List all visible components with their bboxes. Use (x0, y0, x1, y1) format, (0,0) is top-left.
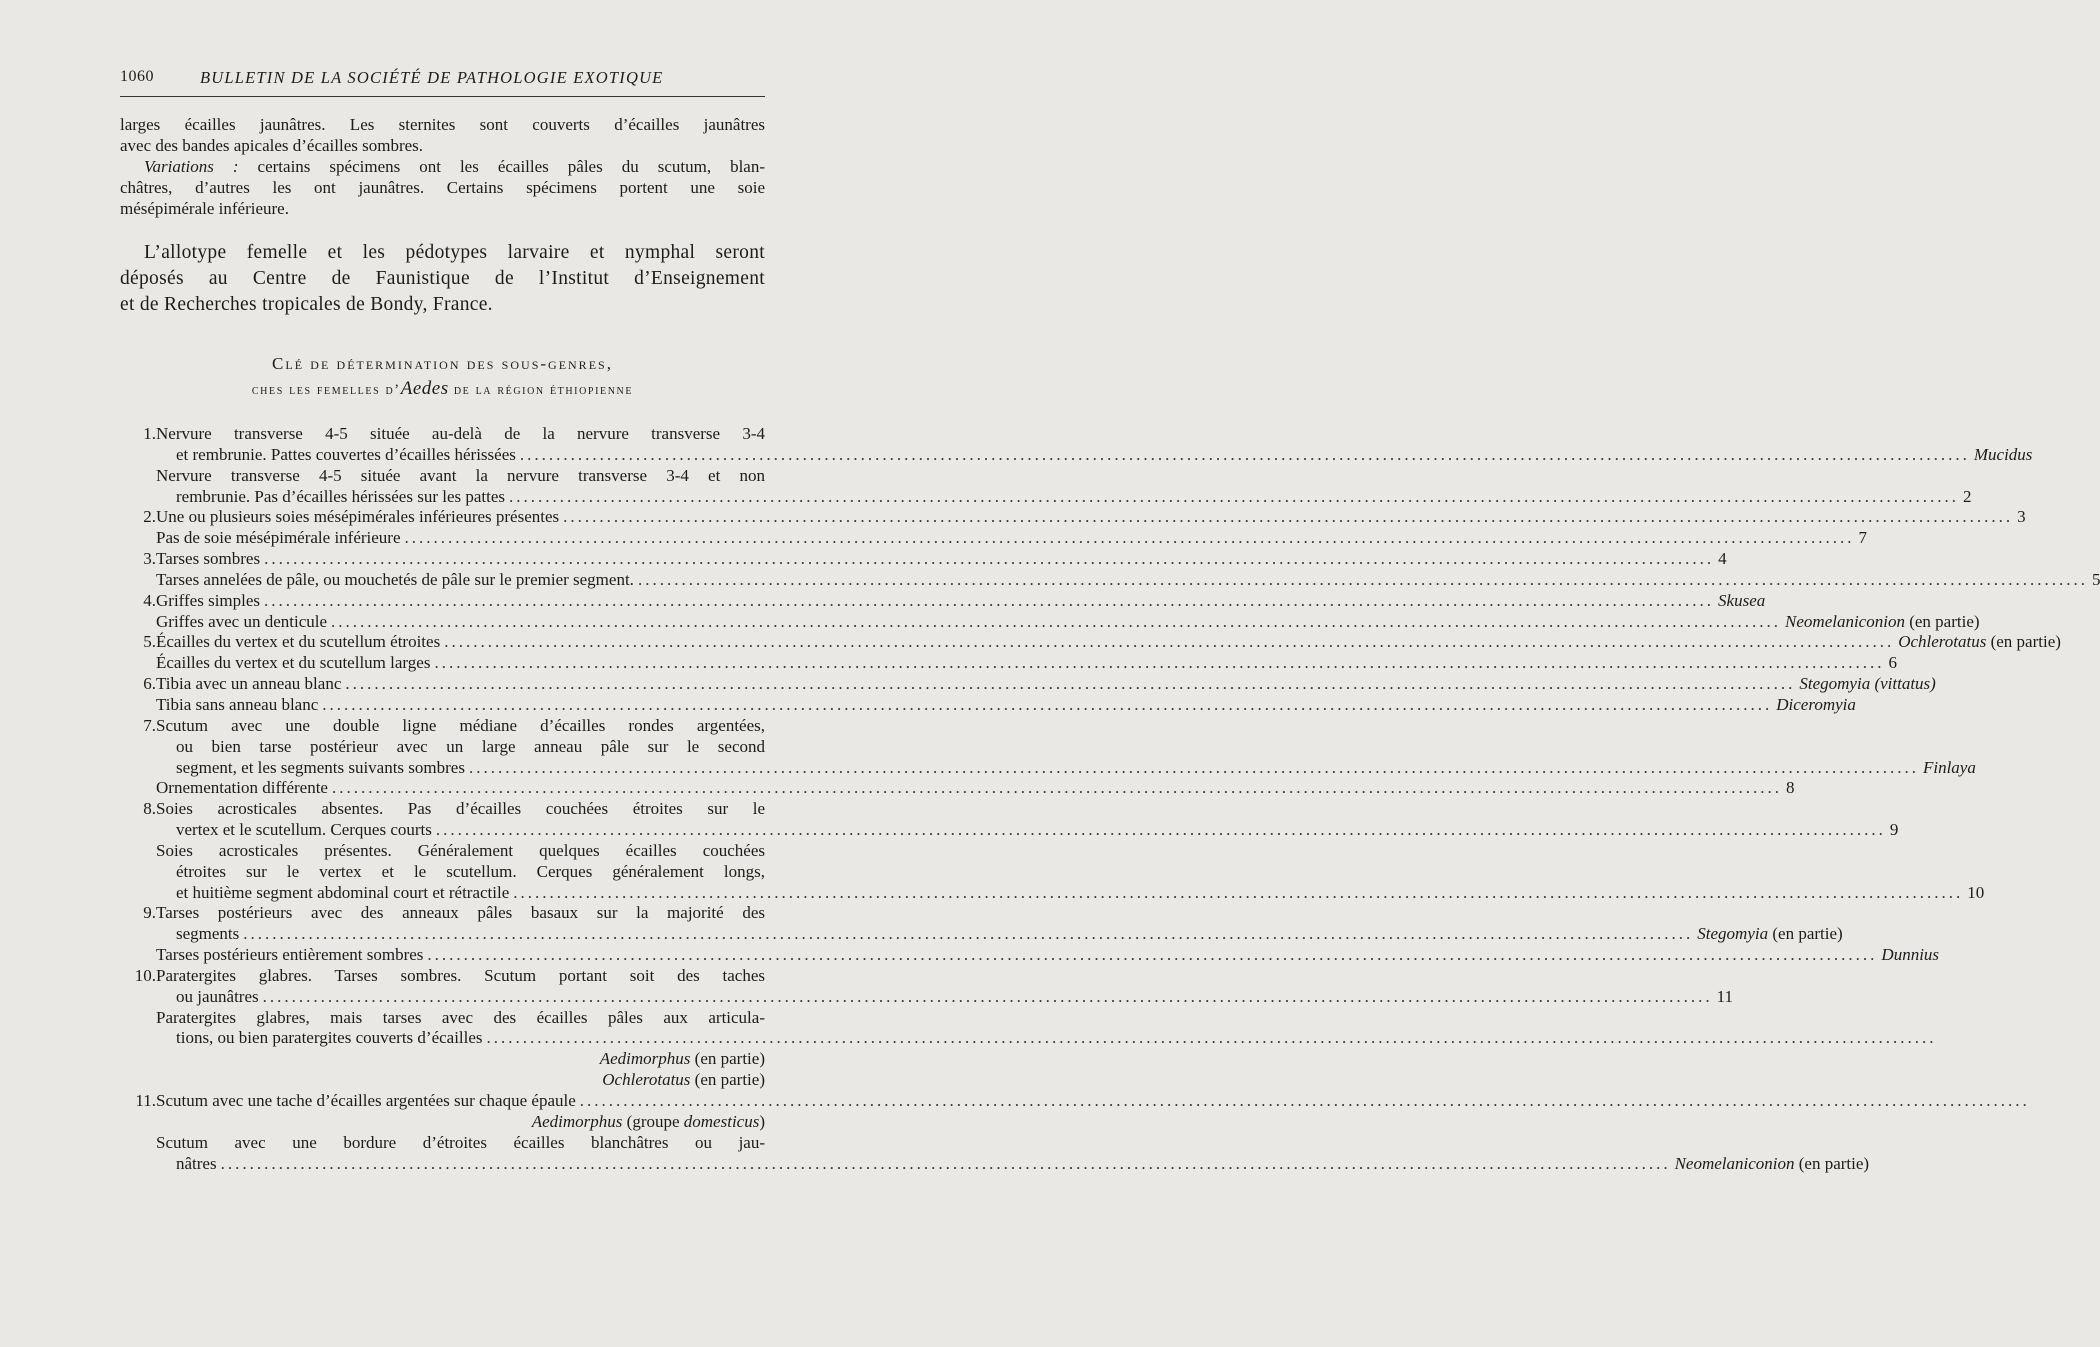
leader-dots: ........................................................................................................................................................................................................ (220, 1153, 1671, 1173)
text-line: châtres, d’autres les ont jaunâtres. Certains spécimens portent une soie (120, 178, 765, 197)
couplet-ref: 2 (1963, 486, 1972, 506)
key-line: 10. Paratergites glabres. Tarses sombres. Scutum portant soit des taches (120, 966, 765, 987)
taxon-name: Dunnius (1881, 945, 1940, 965)
taxon-name: Stegomyia (en partie) (1697, 924, 1843, 944)
key-subtitle: ches les femelles d’Aedes de la région éthiopienne (251, 378, 634, 399)
leader-dots: ........................................................................................................................................................................................................ (404, 528, 1855, 548)
couplet-number: 7. (143, 715, 156, 735)
key-line: Nervure transverse 4-5 située avant la nervure transverse 3-4 et non (156, 465, 765, 485)
couplet-ref: 5 (2091, 569, 2100, 589)
leader-dots: ........................................................................................................................................................................................................ (331, 778, 1782, 798)
couplet-number: 1. (143, 424, 156, 443)
taxon-name: Aedimorphus (en partie) (599, 1049, 765, 1069)
key-line: 3. Tarses sombres ........................................................................................................................................................................................................ 4 (120, 549, 765, 570)
text-line: et de Recherches tropicales de Bondy, France. (120, 294, 493, 315)
couplet-ref: 10 (1967, 882, 1985, 902)
couplet-ref: 9 (1889, 820, 1899, 840)
key-line: ou jaunâtres ........................................................................................................................................................................................................ 11 (176, 986, 1733, 1006)
taxon-name: Mucidus (1973, 444, 2033, 464)
key-line: vertex et le scutellum. Cerques courts ........................................................................................................................................................................................................ 9 (176, 820, 1899, 840)
taxon-name: Ochlerotatus (en partie) (602, 1070, 765, 1090)
key-line: et huitième segment abdominal court et rétractile ........................................................................................................................................................................................................ 10 (176, 882, 1985, 902)
text-line: déposés au Centre de Faunistique de l’Institut d’Enseignement (120, 268, 765, 289)
key-line: Scutum avec une bordure d’étroites écailles blanchâtres ou jau- (156, 1132, 765, 1152)
leader-dots: ........................................................................................................................................................................................................ (345, 674, 1796, 694)
text-line: L’allotype femelle et les pédotypes larvaire et nymphal seront (144, 242, 765, 263)
leader-dots: ........................................................................................................................................................................................................ (579, 1091, 2030, 1110)
key-line: Tarses annelées de pâle, ou mouchetés de pâle sur le premier segment. ........................................................................................................................................................................................................ 5 (156, 569, 2100, 589)
text-line: avec des bandes apicales d’écailles sombres. (120, 136, 424, 155)
leader-dots: ........................................................................................................................................................................................................ (264, 549, 1715, 569)
leader-dots: ........................................................................................................................................................................................................ (322, 694, 1773, 714)
leader-dots: ........................................................................................................................................................................................................ (331, 611, 1782, 631)
leader-dots: ........................................................................................................................................................................................................ (262, 986, 1713, 1006)
text-line: larges écailles jaunâtres. Les sternites sont couverts d’écailles jaunâtres (120, 115, 765, 134)
key-line: 9. Tarses postérieurs avec des anneaux pâles basaux sur la majorité des (120, 903, 765, 924)
journal-title: BULLETIN DE LA SOCIÉTÉ DE PATHOLOGIE EXOTIQUE (200, 68, 664, 87)
key-line: Pas de soie mésépimérale inférieure ........................................................................................................................................................................................................ 7 (156, 528, 1868, 548)
key-line: Griffes avec un denticule ........................................................................................................................................................................................................ Neomelaniconion (en partie) (156, 611, 1980, 631)
taxon-name: Ochlerotatus (en partie) (1898, 632, 2061, 652)
taxon-name: Finlaya (1922, 757, 1976, 777)
taxon-name: Aedimorphus (groupe domesticus) (531, 1111, 765, 1131)
taxon-name: Neomelaniconion (en partie) (1785, 611, 1980, 631)
key-line: étroites sur le vertex et le scutellum. Cerques généralement longs, (176, 861, 765, 881)
couplet-number: 2. (143, 507, 156, 527)
couplet-number: 11. (135, 1091, 156, 1110)
taxon-name: Skusea (1718, 590, 1766, 610)
key-line: Écailles du vertex et du scutellum larges ........................................................................................................................................................................................................ 6 (156, 653, 1897, 673)
leader-dots: ........................................................................................................................................................................................................ (264, 590, 1715, 610)
couplet-number: 6. (143, 674, 156, 694)
leader-dots: ........................................................................................................................................................................................................ (427, 945, 1878, 965)
leader-dots: ........................................................................................................................................................................................................ (444, 632, 1895, 652)
header-rule (120, 96, 765, 97)
leader-dots: ........................................................................................................................................................................................................ (486, 1028, 1937, 1048)
key-line: segment, et les segments suivants sombres ........................................................................................................................................................................................................ Finlaya (176, 757, 1976, 777)
key-line: et rembrunie. Pattes couvertes d’écailles hérissées ........................................................................................................................................................................................................ Mucidus (176, 444, 2033, 464)
key-line: 1. Nervure transverse 4-5 située au-delà de la nervure transverse 3-4 (120, 424, 765, 445)
leader-dots: ........................................................................................................................................................................................................ (468, 757, 1919, 777)
couplet-number: 9. (143, 903, 156, 923)
leader-dots: ........................................................................................................................................................................................................ (519, 444, 1970, 464)
key-line: nâtres ........................................................................................................................................................................................................ Neomelaniconion (en partie) (176, 1153, 1870, 1173)
key-line: 6. Tibia avec un anneau blanc ........................................................................................................................................................................................................ Stegomyia (vittatus) (120, 674, 765, 695)
key-line (120, 1049, 765, 1070)
couplet-number: 8. (143, 799, 156, 819)
key-line (120, 1070, 765, 1091)
paragraph-description (120, 114, 765, 219)
key-line: 2. Une ou plusieurs soies mésépimérales inférieures présentes ........................................................................................................................................................................................................ 3 (120, 507, 765, 528)
taxon-name: Neomelaniconion (en partie) (1674, 1153, 1870, 1173)
taxon-name: Diceromyia (1776, 694, 1856, 714)
couplet-ref: 6 (1888, 653, 1897, 673)
key-line: 4. Griffes simples ........................................................................................................................................................................................................ Skusea (120, 591, 765, 612)
key-line: rembrunie. Pas d’écailles hérissées sur les pattes ........................................................................................................................................................................................................ 2 (176, 486, 1972, 506)
key-line: 11. Scutum avec une tache d’écailles argentées sur chaque épaule ........................................................................................................................................................................................................ (120, 1091, 765, 1112)
text-line: mésépimérale inférieure. (120, 199, 289, 218)
couplet-number: 4. (143, 590, 156, 610)
taxon-name: Stegomyia (vittatus) (1799, 674, 1936, 694)
key-line: Ornementation différente ........................................................................................................................................................................................................ 8 (156, 778, 1795, 798)
couplet-ref: 4 (1718, 549, 1727, 569)
key-line: 7. Scutum avec une double ligne médiane d’écailles rondes argentées, (120, 716, 765, 737)
key-line: Paratergites glabres, mais tarses avec des écailles pâles aux articula- (156, 1007, 765, 1027)
couplet-number: 10. (134, 965, 156, 985)
couplet-ref: 8 (1785, 778, 1795, 798)
key-line: Tarses postérieurs entièrement sombres ........................................................................................................................................................................................................ Dunnius (156, 945, 1940, 965)
key-line: ou bien tarse postérieur avec un large anneau pâle sur le second (176, 736, 765, 756)
couplet-ref: 7 (1858, 528, 1868, 548)
leader-dots: ........................................................................................................................................................................................................ (434, 653, 1885, 673)
paragraph-allotype (120, 240, 765, 318)
key-line: tions, ou bien paratergites couverts d’écailles ........................................................................................................................................................................................................ (176, 1028, 1937, 1048)
leader-dots: ........................................................................................................................................................................................................ (563, 507, 2014, 527)
key-line: Soies acrosticales présentes. Généralement quelques écailles couchées (156, 840, 765, 860)
leader-dots: ........................................................................................................................................................................................................ (637, 569, 2088, 589)
key-line: 5. Écailles du vertex et du scutellum étroites ........................................................................................................................................................................................................ Ochlerotatus (en partie) (120, 632, 765, 653)
key-line: Tibia sans anneau blanc ........................................................................................................................................................................................................ Diceromyia (156, 694, 1856, 714)
leader-dots: ........................................................................................................................................................................................................ (509, 486, 1960, 506)
leader-dots: ........................................................................................................................................................................................................ (243, 924, 1694, 944)
key-line (120, 1112, 765, 1133)
text-line: Variations : certains spécimens ont les écailles pâles du scutum, blan- (144, 157, 765, 176)
couplet-number: 5. (143, 632, 156, 652)
page-number: 1060 (120, 68, 154, 85)
couplet-number: 3. (143, 549, 156, 569)
couplet-ref: 3 (2017, 507, 2026, 527)
leader-dots: ........................................................................................................................................................................................................ (513, 882, 1964, 902)
couplet-ref: 11 (1716, 986, 1733, 1006)
genus-name: Aedes (400, 378, 449, 399)
key-title: Clé de détermination des sous-genres, (272, 354, 613, 373)
running-header (120, 68, 765, 92)
variations-label: Variations : (144, 157, 239, 176)
key-line: segments ........................................................................................................................................................................................................ Stegomyia (en partie) (176, 924, 1843, 944)
leader-dots: ........................................................................................................................................................................................................ (435, 820, 1886, 840)
identification-key (120, 424, 2100, 1174)
key-line: 8. Soies acrosticales absentes. Pas d’écailles couchées étroites sur le (120, 799, 765, 820)
